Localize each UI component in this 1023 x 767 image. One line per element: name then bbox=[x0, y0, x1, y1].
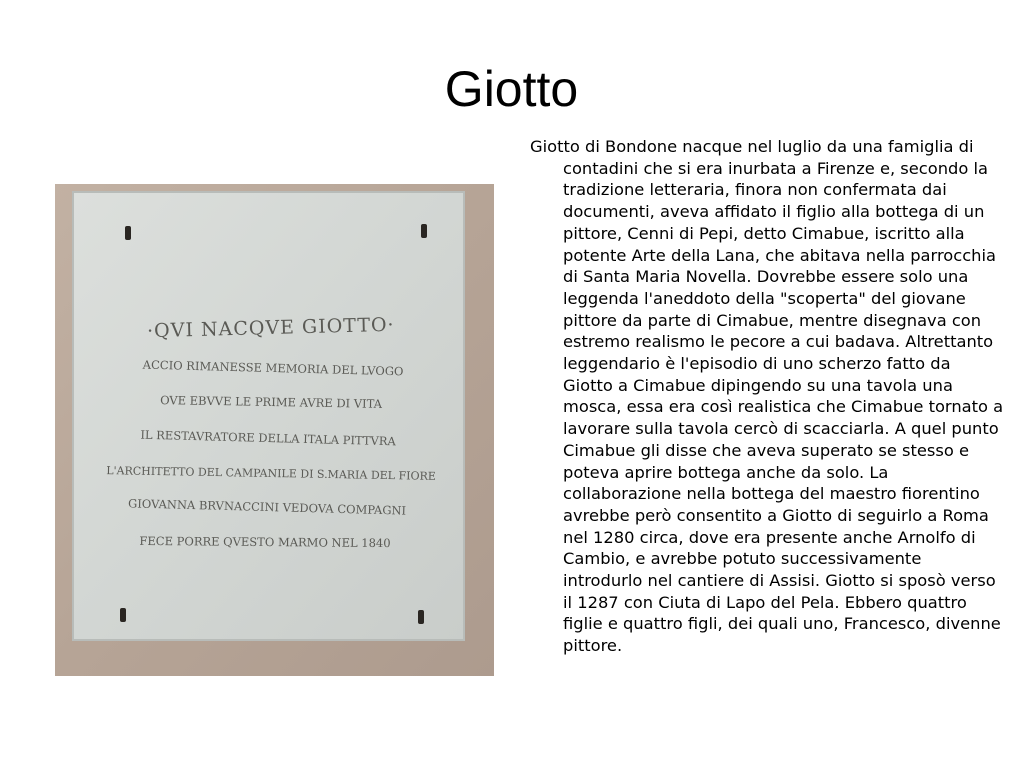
plaque-line: ·QVI NACQVE GIOTTO· bbox=[146, 313, 395, 343]
plaque-bolt bbox=[418, 610, 424, 624]
plaque-line: ACCIO RIMANESSE MEMORIA DEL LVOGO bbox=[142, 357, 404, 379]
plaque-line: IL RESTAVRATORE DELLA ITALA PITTVRA bbox=[140, 427, 396, 449]
slide-body-text: Giotto di Bondone nacque nel luglio da una famiglia di contadini che si era inurbata a Firenze e, secondo la tradizione letteraria, finora non confermata dai documenti, aveva affidato il figlio alla bottega di un pittore, Cenni di Pepi, detto Cimabue, iscritto alla potente Arte della Lana, che abitava nella parrocchia di Santa Maria Novella. Dovrebbe essere solo una leggenda l'aneddoto della "scoperta" del giovane pittore da parte di Cimabue, mentre disegnava con estremo realismo le pecore a cui badava. Altrettanto leggendario è l'episodio di uno scherzo fatto da Giotto a Cimabue dipingendo su una tavola una mosca, essa era così realistica che Cimabue tornato a lavorare sulla tavola cercò di scacciarla. A quel punto Cimabue gli disse che aveva superato se stesso e poteva aprire bottega anche da solo. La collaborazione nella bottega del maestro fiorentino avrebbe però consentito a Giotto di seguirlo a Roma nel 1280 circa, dove era presente anche Arnolfo di Cambio, e avrebbe potuto successivamente introdurlo nel cantiere di Assisi. Giotto si sposò verso il 1287 con Ciuta di Lapo del Pela. Ebbero quattro figlie e quattro figli, dei quali uno, Francesco, divenne pittore. bbox=[530, 137, 1004, 656]
plaque-photo bbox=[55, 184, 494, 676]
slide-title: Giotto bbox=[444, 61, 579, 117]
plaque-line: L'ARCHITETTO DEL CAMPANILE DI S.MARIA DEL FIORE bbox=[106, 464, 436, 483]
plaque-image bbox=[55, 184, 494, 676]
plaque-bolt bbox=[125, 226, 131, 240]
plaque-bolt bbox=[120, 608, 126, 622]
plaque-line: FECE PORRE QVESTO MARMO NEL 1840 bbox=[139, 533, 391, 551]
plaque-bolt bbox=[421, 224, 427, 238]
plaque-line: OVE EBVVE LE PRIME AVRE DI VITA bbox=[160, 393, 383, 411]
marble-slab bbox=[73, 192, 464, 640]
plaque-line: GIOVANNA BRVNACCINI VEDOVA COMPAGNI bbox=[127, 496, 407, 518]
